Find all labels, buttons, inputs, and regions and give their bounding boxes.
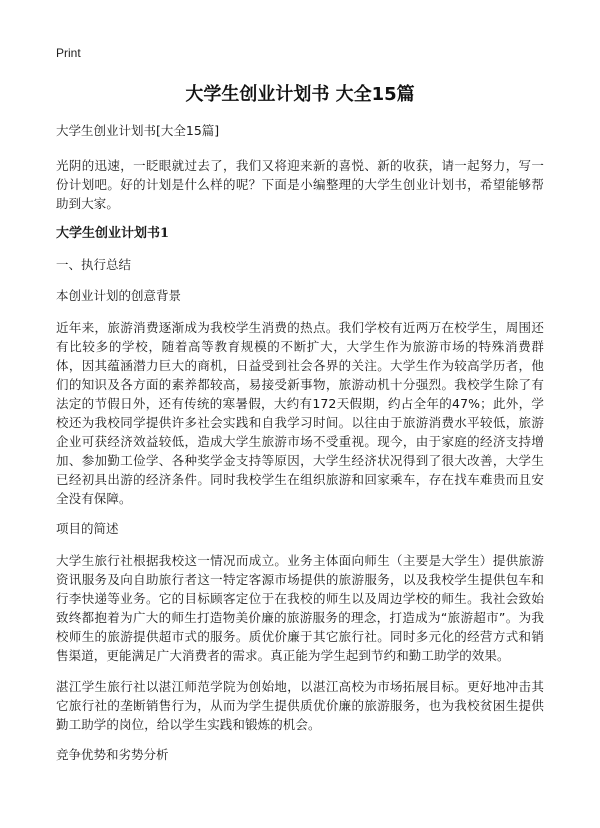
competition-heading: 竞争优势和劣势分析 [56,747,169,762]
project-heading: 项目的简述 [56,521,119,536]
project-paragraph-1: 大学生旅行社根据我校这一情况而成立。业务主体面向师生（主要是大学生）提供旅游资讯服务及向自助旅行者这一特定客源市场提供的旅游服务，以及我校学生提供包车和行李快递等业务。它的目标顾客定位于在我校的师生以及周边学校的师生。我社会致始致终都抱着为广大的师生打造物美价廉的旅游服务的理念，打造成为“旅游超市”。为我校师生的旅游提供超市式的服务。质优价廉于其它旅行社。同时多元化的经营方式和销售渠道，更能满足广大消费者的需求。真正能为学生起到节约和勤工助学的效果。 [56,553,544,663]
document-subtitle: 大学生创业计划书[大全15篇] [56,123,220,138]
background-paragraph: 近年来，旅游消费逐渐成为我校学生消费的热点。我们学校有近两万在校学生，周围还有比较多的学校，随着高等教育规模的不断扩大，大学生作为旅游市场的特殊消费群体，因其蕴涵潜力巨大的商机，日益受到社会各界的关注。大学生作为较高学历者，他们的知识及各方面的素养都较高，易接受新事物，旅游动机十分强烈。我校学生除了有法定的节假日外，还有传统的寒暑假，大约有172天假期，约占全年的47%；此外，学校还为我校同学提供许多社会实践和自我学习时间。以往由于旅游消费水平较低，旅游企业可获经济效益较低，造成大学生旅游市场不受重视。现今，由于家庭的经济支持增加、参加勤工俭学、各种奖学金支持等原因，大学生经济状况得到了很大改善，大学生已经初具出游的经济条件。同时我校学生在组织旅游和回家乘车，存在找车难贵而且安全没有保障。 [56,320,544,506]
background-heading: 本创业计划的创意背景 [56,288,182,303]
section-title: 大学生创业计划书1 [56,226,170,241]
print-link[interactable]: Print [56,46,81,60]
document-title: 大学生创业计划书 大全15篇 [185,84,415,105]
document-body [56,122,544,777]
project-paragraph-2: 湛江学生旅行社以湛江师范学院为创始地，以湛江高校为市场拓展目标。更好地冲击其它旅行社的垄断销售行为，从而为学生提供质优价廉的旅游服务，也为我校贫困生提供勤工助学的岗位，给以学生实践和锻炼的机会。 [56,679,544,732]
part-heading: 一、执行总结 [56,257,132,272]
intro-paragraph: 光阴的迅速，一眨眼就过去了，我们又将迎来新的喜悦、新的收获，请一起努力，写一份计划吧。好的计划是什么样的呢？下面是小编整理的大学生创业计划书，希望能够帮助到大家。 [56,158,544,211]
